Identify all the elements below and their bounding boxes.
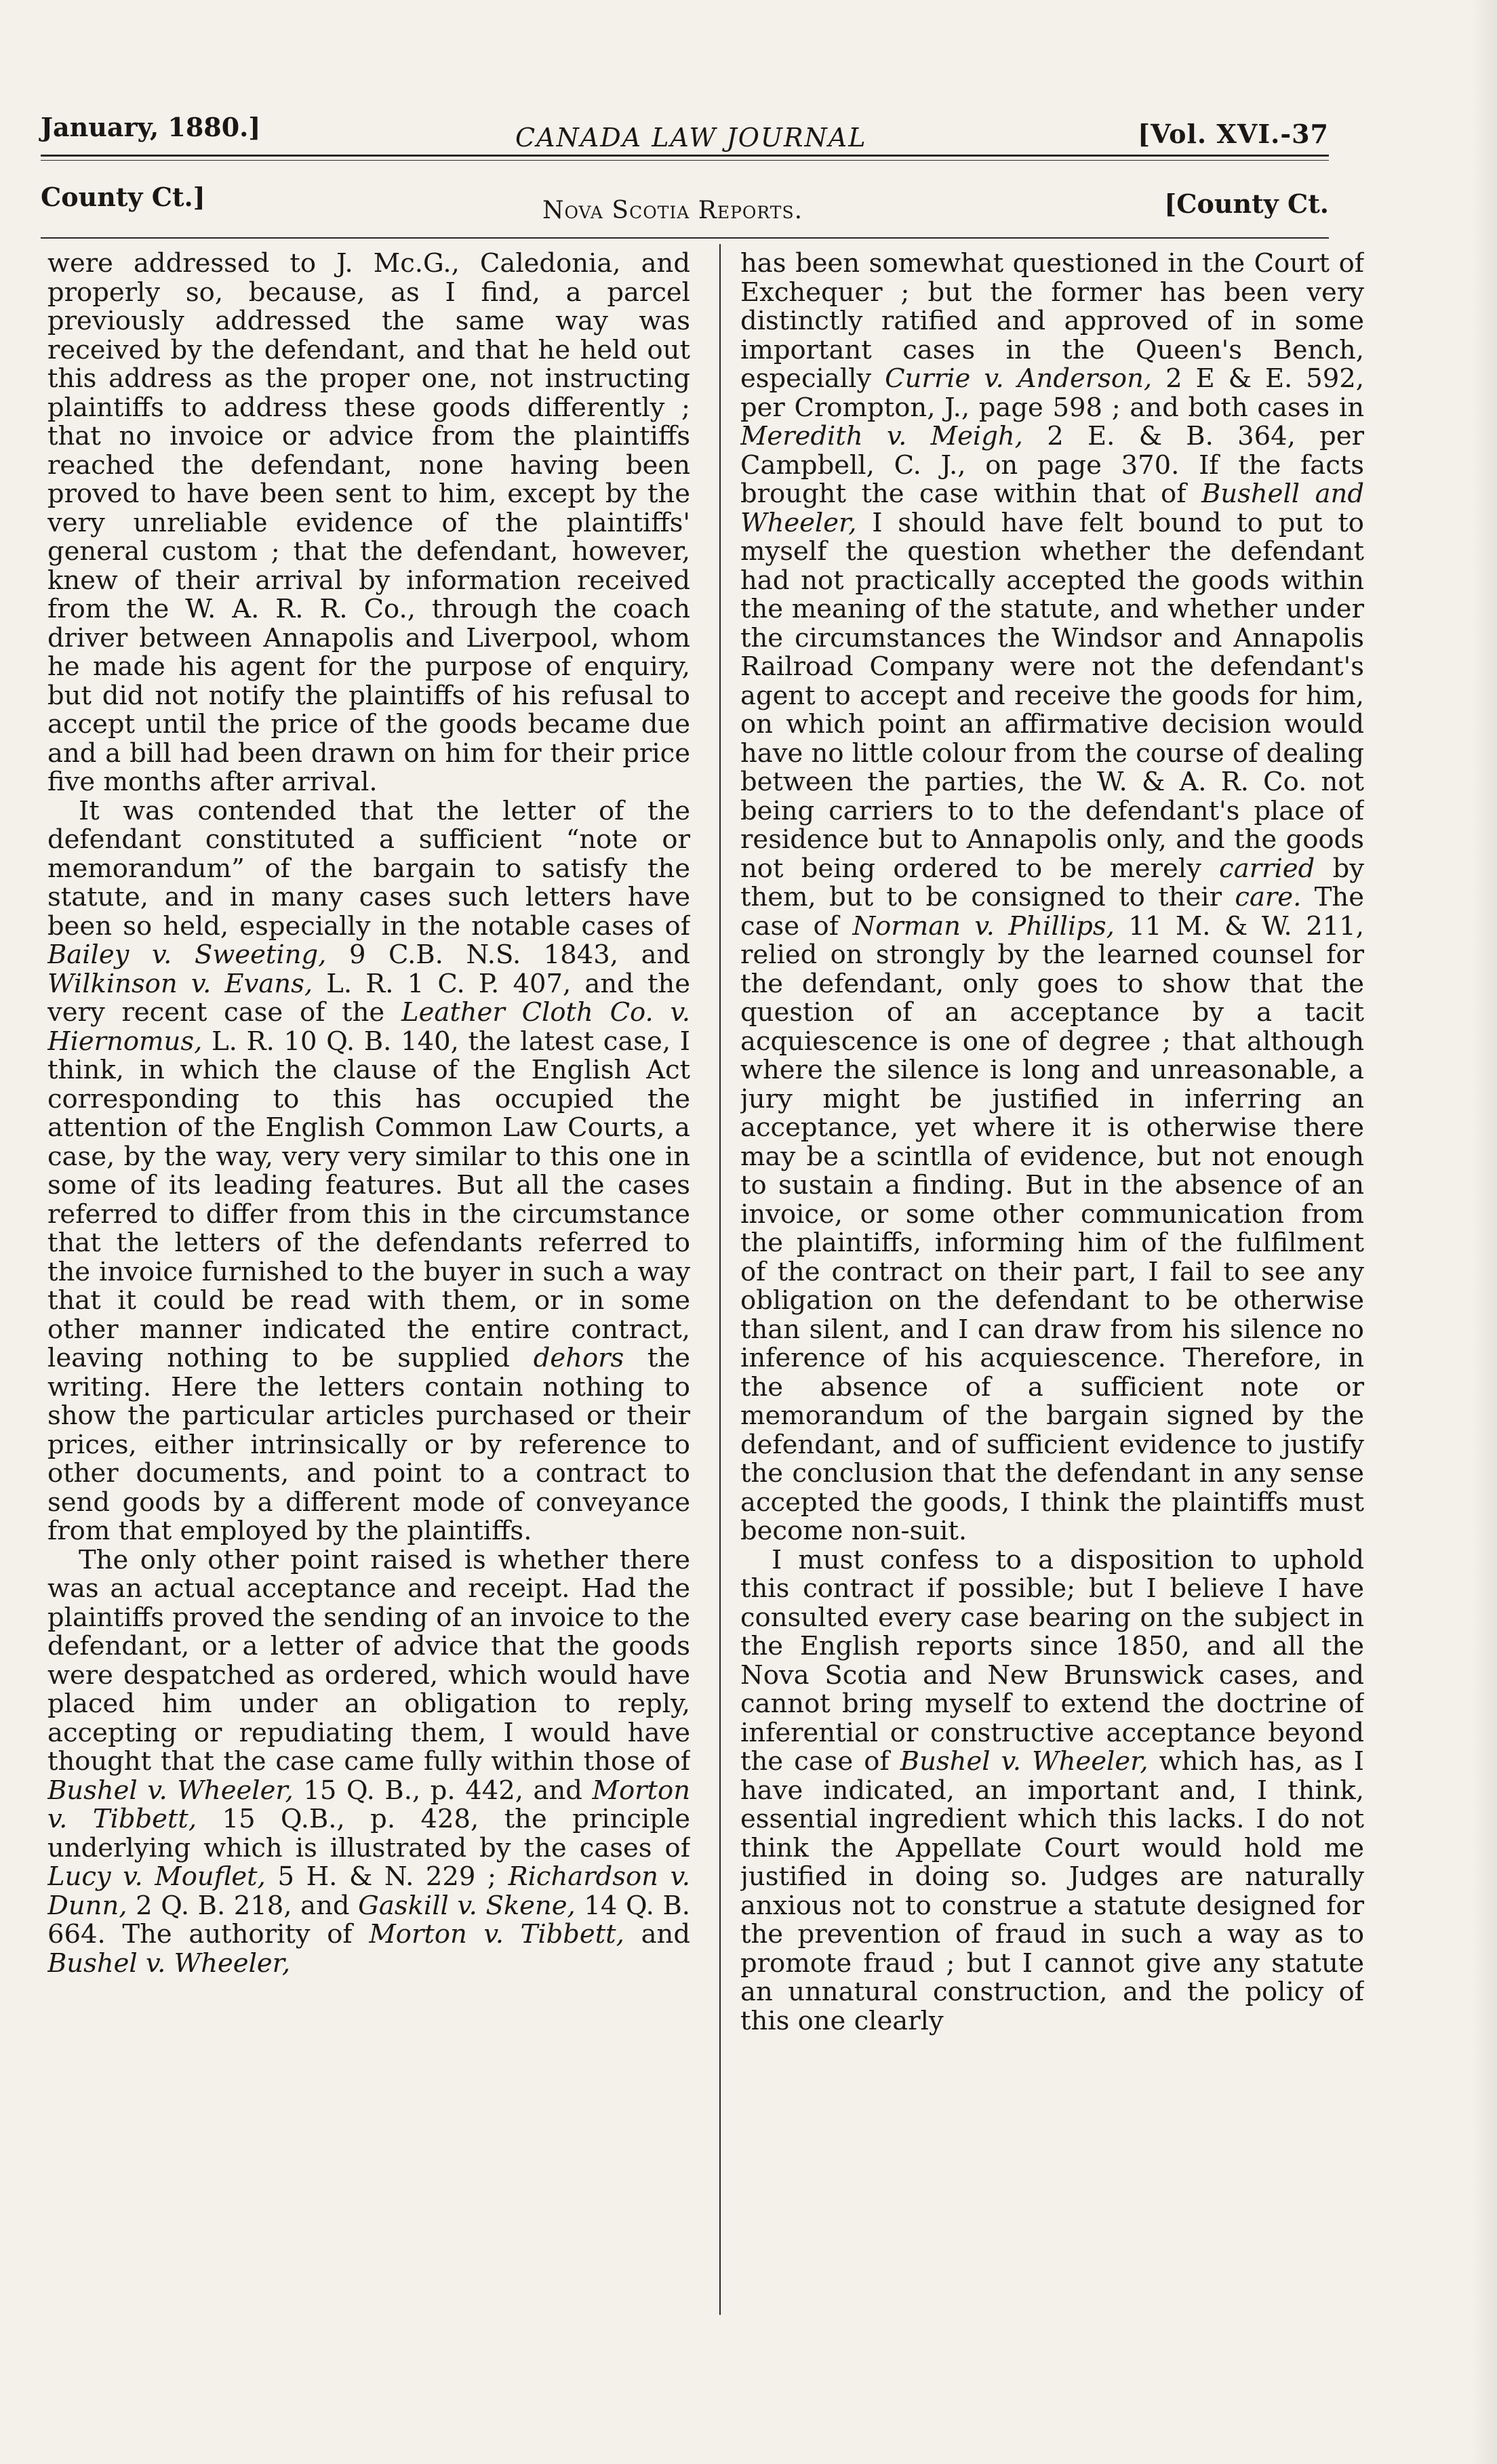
running-header — [41, 112, 1329, 159]
court-left: County Ct.] — [41, 182, 205, 212]
paragraph: It was contended that the letter of the defendant constituted a sufficient “note or memorandum” of the bargain to satisfy the statute, and in many cases such letters have been so held, especially in the notable cases of Bailey v. Sweeting, 9 C.B. N.S. 1843, and Wilkinson v. Evans, L. R. 1 C. P. 407, and the very recent case of the Leather Cloth Co. v. Hiernomus, L. R. 10 Q. B. 140, the latest case, I think, in which the clause of the English Act corresponding to this has occupied the attention of the English Common Law Courts, a case, by the way, very very similar to this one in some of its leading features. But all the cases referred to differ from this in the circumstance that the letters of the defendants referred to the invoice furnished to the buyer in such a way that it could be read with them, or in some other manner indicated the entire contract, leaving nothing to be supplied dehors the writing. Here the letters contain nothing to show the particular articles purchased or their prices, either intrinsically or by reference to other documents, and point to a contract to send goods by a different mode of conveyance from that employed by the plaintiffs. — [47, 795, 690, 1546]
emphasis: care. — [1235, 882, 1302, 912]
paragraph: were addressed to J. Mc.G., Caledonia, and properly so, because, as I find, a parcel previously addressed the same way was received by the defendant, and that he held out this address as the proper one, not instructing plaintiffs to address these goods differently ; that no invoice or advice from the plaintiffs reached the defendant, none having been proved to have been sent to him, except by the very unreliable evidence of the plaintiffs' general custom ; that the defendant, however, knew of their arrival by information received from the W. A. R. R. Co., through the coach driver between Annapolis and Liverpool, whom he made his agent for the purpose of enquiry, but did not notify the plaintiffs of his refusal to accept until the price of the goods became due and a bill had been drawn on him for their price five months after arrival. — [47, 249, 690, 797]
emphasis: carried — [1219, 853, 1315, 884]
volume-page: [Vol. XVI.-37 — [1138, 119, 1329, 149]
header-rule-thin — [41, 160, 1329, 161]
case-citation: Wilkinson v. Evans, — [47, 968, 313, 999]
case-citation: Morton v. Tibbett, — [369, 1919, 624, 1950]
case-citation: Bailey v. Sweeting, — [47, 940, 327, 970]
case-citation: Bushell and Wheeler, — [740, 479, 1364, 538]
series-title: Nova Scotia Reports. — [542, 197, 803, 224]
case-citation: Richardson v. Dunn, — [47, 1861, 690, 1921]
court-right: [County Ct. — [1164, 188, 1329, 219]
column-divider — [719, 244, 721, 2315]
section-rule — [41, 237, 1329, 239]
case-citation: Bushel v. Wheeler, — [900, 1746, 1149, 1777]
case-citation: Norman v. Phillips, — [852, 910, 1115, 942]
case-citation: Morton v. Tibbett, — [47, 1775, 690, 1834]
case-citation: Gaskill v. Skene, — [358, 1890, 576, 1921]
issue-date: January, 1880.] — [41, 112, 261, 142]
case-citation: Lucy v. Mouflet, — [47, 1861, 266, 1892]
case-citation: Bushel v. Wheeler, — [47, 1775, 294, 1806]
section-header — [41, 182, 1329, 222]
page-edge-shadow — [1471, 0, 1497, 2464]
case-citation: Currie v. Anderson, — [885, 363, 1153, 394]
right-column — [740, 249, 1364, 2324]
journal-title: CANADA LAW JOURNAL — [515, 123, 867, 153]
case-citation: Leather Cloth Co. v. Hiernomus, — [47, 997, 690, 1057]
case-citation: Meredith v. Meigh, — [740, 421, 1023, 451]
emphasis: dehors — [533, 1343, 624, 1373]
paragraph: I must confess to a disposition to uphold this contract if possible; but I believe I have consulted every case bearing on the subject in the English reports since 1850, and all the Nova Scotia and New Brunswick cases, and cannot bring myself to extend the doctrine of inferential or constructive acceptance beyond the case of Bushel v. Wheeler, which has, as I have indicated, an important and, I think, essential ingredient which this lacks. I do not think the Appellate Court would hold me justified in doing so. Judges are naturally anxious not to construe a statute designed for the prevention of fraud in such a way as to promote fraud ; but I cannot give any statute an unnatural construction, and the policy of this one clearly — [740, 1544, 1364, 2036]
case-citation: Bushel v. Wheeler, — [47, 1947, 291, 1979]
paragraph: The only other point raised is whether there was an actual acceptance and receipt. Had the plaintiffs proved the sending of an invoice to the defendant, or a letter of advice that the goods were despatched as ordered, which would have placed him under an obligation to reply, accepting or repudiating them, I would have thought that the case came fully within those of Bushel v. Wheeler, 15 Q. B., p. 442, and Morton v. Tibbett, 15 Q.B., p. 428, the principle underlying which is illustrated by the cases of Lucy v. Mouflet, 5 H. & N. 229 ; Richardson v. Dunn, 2 Q. B. 218, and Gaskill v. Skene, 14 Q. B. 664. The authority of Morton v. Tibbett, and Bushel v. Wheeler, — [47, 1544, 690, 1979]
left-column — [47, 249, 690, 2324]
header-rule-thick — [41, 155, 1329, 157]
paragraph: has been somewhat questioned in the Court of Exchequer ; but the former has been very distinctly ratified and approved of in some important cases in the Queen's Bench, especially Currie v. Anderson, 2 E & E. 592, per Crompton, J., page 598 ; and both cases in Meredith v. Meigh, 2 E. & B. 364, per Campbell, C. J., on page 370. If the facts brought the case within that of Bushell and Wheeler, I should have felt bound to put to myself the question whether the defendant had not practically accepted the goods within the meaning of the statute, and whether under the circumstances the Windsor and Annapolis Railroad Company were not the defendant's agent to accept and receive the goods for him, on which point an affirmative decision would have no little colour from the course of dealing between the parties, the W. & A. R. Co. not being carriers to to the defendant's place of residence but to Annapolis only, and the goods not being ordered to be merely carried by them, but to be consigned to their care. The case of Norman v. Phillips, 11 M. & W. 211, relied on strongly by the learned counsel for the defendant, only goes to show that the question of an acceptance by a tacit acquiescence is one of degree ; that although where the silence is long and unreasonable, a jury might be justified in inferring an acceptance, yet where it is otherwise there may be a scintlla of evidence, but not enough to sustain a finding. But in the absence of an invoice, or some other communication from the plaintiffs, informing him of the fulfilment of the contract on their part, I fail to see any obligation on the defendant to be otherwise than silent, and I can draw from his silence no inference of his acquiescence. Therefore, in the absence of a sufficient note or memorandum of the bargain signed by the defendant, and of sufficient evidence to justify the conclusion that the defendant in any sense accepted the goods, I think the plaintiffs must become non-suit. — [740, 249, 1364, 1546]
